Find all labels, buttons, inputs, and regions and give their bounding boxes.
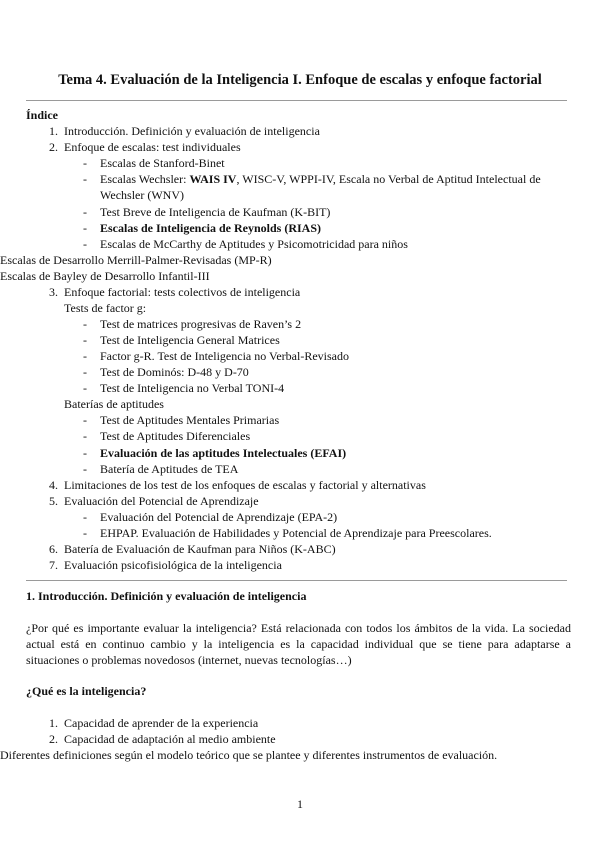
index-item-6: 6. Batería de Evaluación de Kaufman para Niños (K-ABC) [49, 542, 336, 556]
bullet-dash: - [83, 526, 87, 540]
index-subitem: Test de matrices progresivas de Raven’s 2 [100, 317, 302, 331]
intro-paragraph: ¿Por qué es importante evaluar la inteligencia? Está relacionada con todos los ámbitos de la vida. La sociedad actual está en continuo cambio y la inteligencia es la capacidad individual que se tiene para adaptarse a situaciones o problemas novedosos (internet, nuevas tecnologías…) [26, 621, 571, 667]
index-item-5: 5. Evaluación del Potencial de Aprendizaje [49, 494, 259, 508]
definition-point-1: 1. Capacidad de aprender de la experiencia [49, 716, 259, 730]
index-subitem: Escalas de Stanford-Binet [100, 156, 225, 170]
bullet-dash: - [83, 349, 87, 363]
definition-point-2: 2. Capacidad de adaptación al medio ambiente [49, 732, 276, 746]
bullet-dash: - [83, 317, 87, 331]
bullet-dash: - [83, 510, 87, 524]
bullet-dash: - [83, 156, 87, 170]
index-subitem-continuation: Wechsler (WNV) [100, 188, 184, 202]
index-subitem: Test de Aptitudes Diferenciales [100, 429, 251, 443]
index-item-2: 2. Enfoque de escalas: test individuales [49, 140, 241, 154]
index-group-label: Baterías de aptitudes [64, 397, 164, 411]
subsection-heading: ¿Qué es la inteligencia? [26, 684, 147, 698]
index-item-7: 7. Evaluación psicofisiológica de la inteligencia [49, 558, 282, 572]
bullet-dash: - [83, 462, 87, 476]
bullet-dash: - [83, 221, 87, 235]
document-title: Tema 4. Evaluación de la Inteligencia I. Enfoque de escalas y enfoque factorial [58, 72, 542, 88]
bullet-dash: - [83, 172, 87, 186]
page-number: 1 [297, 797, 303, 811]
index-subitem-wechsler: Escalas Wechsler: WAIS IV, WISC-V, WPPI-IV, Escala no Verbal de Aptitud Intelectual de [100, 172, 541, 186]
index-subitem: Test de Aptitudes Mentales Primarias [100, 413, 280, 427]
index-subitem: Test Breve de Inteligencia de Kaufman (K-BIT) [100, 205, 331, 219]
index-loose-line: Escalas de Bayley de Desarrollo Infantil-III [0, 269, 210, 283]
index-subitem: Evaluación del Potencial de Aprendizaje (EPA-2) [100, 510, 338, 524]
index-subitem: Test de Inteligencia General Matrices [100, 333, 280, 347]
index-item-3: 3. Enfoque factorial: tests colectivos de inteligencia [49, 285, 301, 299]
bullet-dash: - [83, 446, 87, 460]
index-subitem: Escalas de McCarthy de Aptitudes y Psicomotricidad para niños [100, 237, 408, 251]
bullet-dash: - [83, 413, 87, 427]
bullet-dash: - [83, 333, 87, 347]
index-item-1: 1. Introducción. Definición y evaluación de inteligencia [49, 124, 320, 138]
divider [26, 580, 567, 581]
bullet-dash: - [83, 365, 87, 379]
index-subitem: Batería de Aptitudes de TEA [100, 462, 239, 476]
index-subitem: Escalas de Inteligencia de Reynolds (RIAS) [100, 221, 322, 235]
section-heading: 1. Introducción. Definición y evaluación de inteligencia [26, 589, 307, 603]
closing-sentence: Diferentes definiciones según el modelo teórico que se plantee y diferentes instrumentos de evaluación. [0, 748, 498, 762]
index-subitem: Factor g-R. Test de Inteligencia no Verbal-Revisado [100, 349, 349, 363]
index-subitem: Test de Inteligencia no Verbal TONI-4 [100, 381, 285, 395]
index-heading: Índice [26, 108, 59, 122]
index-subitem: EHPAP. Evaluación de Habilidades y Potencial de Aprendizaje para Preescolares. [100, 526, 492, 540]
index-subitem: Evaluación de las aptitudes Intelectuales (EFAI) [100, 446, 347, 460]
index-loose-line: Escalas de Desarrollo Merrill-Palmer-Revisadas (MP-R) [0, 253, 272, 267]
index-subitem: Test de Dominós: D-48 y D-70 [100, 365, 249, 379]
bullet-dash: - [83, 237, 87, 251]
bullet-dash: - [83, 381, 87, 395]
index-item-4: 4. Limitaciones de los test de los enfoques de escalas y factorial y alternativas [49, 478, 426, 492]
bullet-dash: - [83, 429, 87, 443]
divider [26, 100, 567, 101]
bullet-dash: - [83, 205, 87, 219]
index-group-label: Tests de factor g: [64, 301, 147, 315]
